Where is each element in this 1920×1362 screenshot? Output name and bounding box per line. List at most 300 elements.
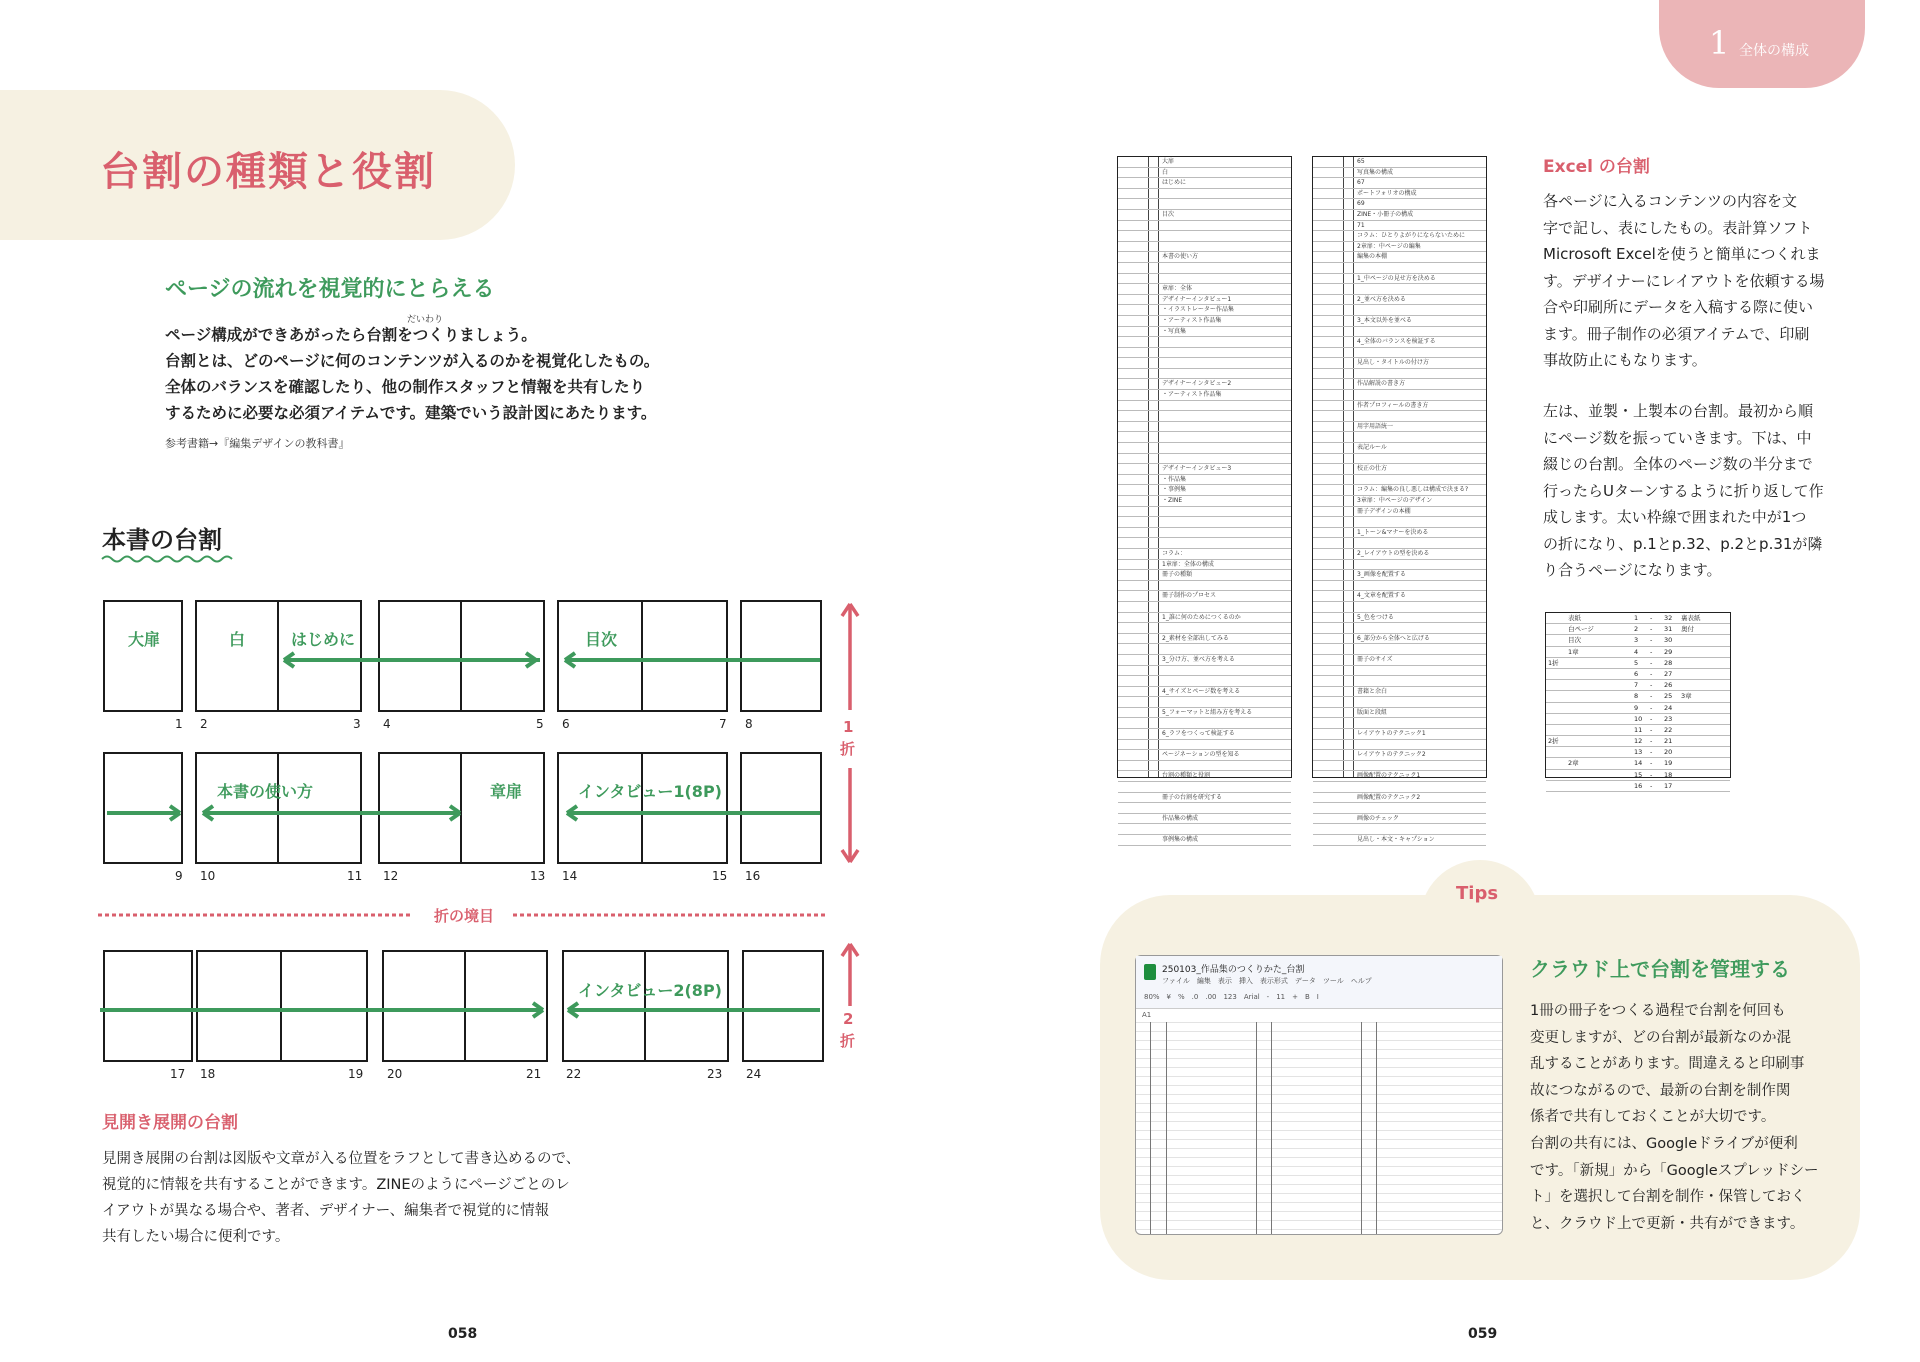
chapter-number: 1 [1709, 24, 1730, 62]
sheet-row [1313, 295, 1486, 306]
sheet-cell: ・作品集 [1162, 475, 1187, 483]
small-table-row [1546, 613, 1730, 624]
sheet-cell: 章扉：全体 [1162, 285, 1193, 293]
para-line: 綴じの台割。全体のページ数の半分まで [1543, 455, 1813, 473]
sheet-cell: 見出し・タイトルの付け方 [1357, 359, 1429, 367]
sheet-cell: 1_誰に何のためにつくるのか [1162, 613, 1241, 621]
sheet-cell: 編集の本棚 [1357, 253, 1388, 261]
sheet-cell: 4_全体のバランスを検証する [1357, 338, 1436, 346]
sheets-toolbar [1136, 956, 1502, 1009]
small-table-cell: 18 [1664, 770, 1673, 779]
para-line: ます。冊子制作の必須アイテムで、印刷 [1543, 324, 1810, 343]
sheet-cell: 3_画像を配置する [1357, 571, 1406, 579]
sheet-cell: 画像のチェック [1357, 814, 1399, 822]
page-number: 24 [746, 1067, 762, 1081]
small-table-row [1546, 703, 1730, 714]
small-table-cell: 24 [1664, 703, 1673, 712]
small-table-cell: 表紙 [1568, 614, 1581, 622]
small-table-cell: 31 [1664, 625, 1673, 634]
sheet-row [1118, 327, 1291, 338]
saddle-stitch-table [1545, 612, 1731, 790]
sheet-row [1118, 337, 1291, 348]
row1-arrows [280, 650, 825, 670]
sheet-row [1118, 189, 1291, 200]
sheet-row [1118, 496, 1291, 507]
sheet-row [1118, 814, 1291, 825]
sheet-row [1313, 231, 1486, 242]
spread-line: 視覚的に情報を共有することができます。ZINEのようにページごとのレ [102, 1177, 570, 1193]
sheet-row [1313, 655, 1486, 666]
sheet-cell: ・ZINE [1162, 497, 1183, 504]
page-number: 4 [383, 717, 391, 731]
excel-sheet-1 [1117, 156, 1292, 843]
sheet-row [1118, 782, 1291, 793]
sheet-row [1118, 549, 1291, 560]
small-table-cell: 8 [1634, 692, 1639, 701]
sheet-row [1313, 390, 1486, 401]
spread-heading: 見開き展開の台割 [102, 1113, 238, 1133]
sheet-row [1118, 793, 1291, 804]
para-line: 行ったらUターンするように折り返して作 [1543, 481, 1824, 500]
para-line: 字で記し、表にしたもの。表計算ソフト [1543, 218, 1813, 237]
sheet-row [1118, 242, 1291, 253]
small-table-cell: 14 [1634, 759, 1643, 768]
small-table-cell: 23 [1664, 714, 1673, 723]
sheet-row [1118, 623, 1291, 634]
sheet-cell: 冊子のサイズ [1357, 655, 1393, 663]
intro-line-4: するために必要な必須アイテムです。建築でいう設計図にあたります。 [165, 404, 657, 422]
small-table-row [1546, 669, 1730, 680]
sheet-row [1118, 316, 1291, 327]
label-chapter: 章扉 [490, 782, 523, 801]
sheet-row [1313, 348, 1486, 359]
page-number: 23 [707, 1067, 723, 1081]
page-1 [103, 600, 183, 712]
sheet-row [1118, 454, 1291, 465]
tips-line: 台割の共有には、Googleドライブが便利 [1530, 1135, 1798, 1152]
tips-line: 係者で共有しておくことが大切です。 [1530, 1109, 1776, 1126]
sheet-row [1313, 454, 1486, 465]
row3-arrows [98, 1000, 828, 1020]
sheet-row [1313, 708, 1486, 719]
small-table-cell: 26 [1664, 681, 1673, 690]
small-table-row [1546, 747, 1730, 758]
intro-line-1: ページ構成ができあがったら台割をつくりましょう。 [165, 326, 537, 344]
sheet-row [1313, 803, 1486, 814]
sheet-row [1313, 168, 1486, 179]
sheet-row [1118, 560, 1291, 571]
tips-paragraph [1530, 998, 1819, 1237]
small-table-row [1546, 770, 1730, 781]
tips-line: ト」を選択して台割を制作・保管しておく [1530, 1189, 1806, 1206]
small-table-row [1546, 624, 1730, 635]
excel-paragraph-1 [1543, 188, 1825, 374]
para-line: 合や印刷所にデータを入稿する際に使い [1543, 298, 1814, 316]
small-table-rows [1546, 613, 1730, 792]
subtitle: ページの流れを視覚的にとらえる [165, 277, 495, 302]
sheet-row [1118, 570, 1291, 581]
sheet-cell: 作者プロフィールの書き方 [1357, 401, 1429, 409]
sheet-cell: 用字用語統一 [1357, 422, 1394, 430]
tips-line: 故につながるので、最新の台割を制作関 [1530, 1082, 1791, 1099]
sheet-row [1313, 327, 1486, 338]
page-number: 21 [526, 1067, 542, 1081]
small-table-cell: 17 [1664, 781, 1673, 790]
small-table-cell: 6 [1634, 669, 1639, 678]
sheet-row [1313, 443, 1486, 454]
page-number: 22 [566, 1067, 582, 1081]
sheet-cell: ・イラストレーター作品集 [1162, 306, 1234, 314]
sheet-row [1118, 210, 1291, 221]
sheet-cell: 5_色をつける [1357, 613, 1394, 621]
sheets-icon [1144, 964, 1156, 980]
sheet-cell: デザイナーインタビュー1 [1162, 295, 1232, 303]
page-number: 15 [712, 869, 728, 883]
sheet-rows [1118, 157, 1291, 846]
sheet-cell: 4_サイズとページ数を考える [1162, 687, 1241, 695]
small-table-cell: - [1650, 614, 1653, 622]
sheet-row [1313, 560, 1486, 571]
sheet-rows [1313, 157, 1486, 846]
sheet-cell: 写真集の構成 [1357, 168, 1394, 176]
sheet-row [1313, 761, 1486, 772]
sheet-row [1118, 199, 1291, 210]
page-number: 6 [562, 717, 570, 731]
sheet-row [1118, 274, 1291, 285]
sheet-cell: コラム：編集の良し悪しは構成で決まる? [1357, 486, 1469, 494]
small-table-row [1546, 635, 1730, 646]
chapter-tab [1659, 0, 1865, 88]
sheet-row [1313, 507, 1486, 518]
sheet-row [1118, 252, 1291, 263]
sheet-row [1118, 358, 1291, 369]
tips-line: 変更しますが、どの台割が最新なのか混 [1530, 1029, 1791, 1046]
sheet-cell: 69 [1357, 200, 1365, 208]
fold-2-number: 2 [843, 1010, 854, 1028]
excel-paragraph-2 [1543, 398, 1824, 584]
sheet-row [1313, 549, 1486, 560]
small-table-cell: - [1650, 737, 1653, 746]
small-table-cell: 29 [1664, 647, 1673, 656]
sheet-row [1313, 316, 1486, 327]
sheet-row [1313, 496, 1486, 507]
page-number: 18 [200, 1067, 216, 1081]
sheet-cell: 5_フォーマットと組み方を考える [1162, 708, 1253, 716]
page-number: 9 [175, 869, 183, 883]
small-table-cell: 2章 [1568, 759, 1579, 768]
small-table-cell: 22 [1664, 725, 1673, 734]
sheet-row [1118, 729, 1291, 740]
page-number: 17 [170, 1067, 186, 1081]
sheet-row [1313, 178, 1486, 189]
page-number: 20 [387, 1067, 403, 1081]
small-table-cell: - [1650, 647, 1653, 656]
sheet-row [1313, 793, 1486, 804]
sheets-title: 250103_作品集のつくりかた_台割 [1162, 965, 1305, 975]
small-table-row [1546, 758, 1730, 769]
sheet-row [1118, 771, 1291, 782]
sheet-row [1313, 337, 1486, 348]
page-number: 10 [200, 869, 216, 883]
small-table-cell: 11 [1634, 725, 1643, 734]
sheet-row [1118, 591, 1291, 602]
small-table-cell: 3 [1634, 636, 1639, 645]
small-table-cell: 裏表紙 [1681, 614, 1701, 622]
sheet-row [1313, 252, 1486, 263]
sheet-row [1313, 570, 1486, 581]
sheet-cell: ポートフォリオの構成 [1357, 189, 1417, 197]
fold-1-char: 折 [840, 740, 856, 758]
sheet-cell: 冊子制作のプロセス [1162, 592, 1217, 600]
sheet-row [1118, 284, 1291, 295]
small-table-cell: 21 [1664, 737, 1673, 746]
sheet-row [1118, 708, 1291, 719]
reference-note: 参考書籍→『編集デザインの教科書』 [165, 437, 350, 450]
sheets-grid [1136, 1022, 1502, 1234]
sheet-row [1313, 379, 1486, 390]
sheet-row [1118, 761, 1291, 772]
page-number: 19 [348, 1067, 364, 1081]
sheet-row [1118, 676, 1291, 687]
label-howto: 本書の使い方 [217, 782, 314, 801]
sheet-row [1118, 644, 1291, 655]
sheet-cell: コラム：ひとりよがりにならないために [1357, 232, 1465, 240]
sheet-row [1313, 358, 1486, 369]
small-table-cell: 16 [1634, 781, 1643, 790]
small-table-cell: 10 [1634, 714, 1643, 723]
sheet-row [1313, 263, 1486, 274]
page-number-right: 059 [1468, 1326, 1498, 1342]
sheet-row [1118, 602, 1291, 613]
sheet-cell: 作品集の構成 [1162, 814, 1199, 822]
sheet-cell: 3_本文以外を並べる [1357, 316, 1412, 324]
sheets-menu: ファイル 編集 表示 挿入 表示形式 データ ツール ヘルプ [1162, 977, 1372, 985]
tips-line: 1冊の冊子をつくる過程で台割を何回も [1530, 1003, 1786, 1019]
sheet-cell: 6_部分から全体へと広げる [1357, 634, 1430, 642]
fold-label: 1折 [1548, 658, 1559, 667]
sheet-cell: 1_トーン&マナーを決める [1357, 528, 1429, 536]
sheet-row [1313, 189, 1486, 200]
sheet-cell: 3_分け方、並べ方を考える [1162, 655, 1235, 663]
sheet-row [1313, 814, 1486, 825]
small-table-cell: 7 [1634, 681, 1639, 690]
sheet-row [1313, 432, 1486, 443]
small-table-cell: 32 [1664, 614, 1673, 622]
sheet-cell: デザイナーインタビュー2 [1162, 380, 1232, 388]
sheet-row [1118, 740, 1291, 751]
grid-column-line [1361, 1022, 1362, 1234]
sheet-row [1118, 305, 1291, 316]
para-line: り合うページになります。 [1543, 561, 1722, 579]
sheet-row [1313, 401, 1486, 412]
small-table-row [1546, 725, 1730, 736]
small-table-cell: 12 [1634, 737, 1643, 746]
sheet-row [1118, 613, 1291, 624]
sheet-row [1313, 824, 1486, 835]
tips-line: 乱することがあります。間違えると印刷事 [1530, 1056, 1805, 1073]
sheet-cell: ・アーティスト作品集 [1162, 316, 1222, 324]
sheet-row [1313, 676, 1486, 687]
small-table-cell: 1章 [1568, 647, 1579, 656]
sheet-cell: 校正の仕方 [1357, 465, 1388, 473]
sheet-row [1313, 634, 1486, 645]
small-table-row [1546, 680, 1730, 691]
sheet-cell: 本書の使い方 [1162, 253, 1199, 261]
page-number: 14 [562, 869, 578, 883]
sheet-row [1118, 157, 1291, 168]
small-table-cell: 15 [1634, 770, 1643, 779]
sheet-row [1313, 591, 1486, 602]
page-number: 8 [745, 717, 753, 731]
sheet-row [1313, 369, 1486, 380]
sheet-row [1313, 666, 1486, 677]
small-table-row [1546, 736, 1730, 747]
sheet-row [1118, 803, 1291, 814]
sheet-row [1313, 581, 1486, 592]
spread-line: イアウトが異なる場合や、著者、デザイナー、編集者で視覚的に情報 [102, 1203, 550, 1219]
sheet-row [1313, 697, 1486, 708]
small-table-cell: 目次 [1568, 636, 1581, 645]
sheet-cell: デザイナーインタビュー3 [1162, 465, 1232, 473]
sheet-row [1313, 199, 1486, 210]
small-table-cell: 25 [1664, 692, 1673, 701]
sheet-row [1118, 168, 1291, 179]
intro-line-3: 全体のバランスを確認したり、他の制作スタッフと情報を共有したり [165, 378, 646, 396]
page-2 [195, 600, 279, 712]
page-number-left: 058 [448, 1326, 478, 1342]
sheet-row [1118, 263, 1291, 274]
wavy-underline [102, 554, 232, 564]
excel-heading: Excel の台割 [1543, 157, 1650, 177]
page-title: 台割の種類と役割 [100, 149, 436, 195]
sheet-row [1313, 750, 1486, 761]
sheet-row [1118, 390, 1291, 401]
sheet-cell: レイアウトのテクニック2 [1357, 751, 1426, 759]
small-table-cell: - [1650, 669, 1653, 678]
para-line: す。デザイナーにレイアウトを依頼する場 [1543, 271, 1825, 290]
page-number: 2 [200, 717, 208, 731]
sheet-row [1118, 401, 1291, 412]
sheet-row [1118, 348, 1291, 359]
label-interview2: インタビュー2(8P) [578, 981, 722, 1000]
small-table-row [1546, 658, 1730, 669]
small-table-cell: 3章 [1681, 692, 1692, 701]
sheet-row [1118, 369, 1291, 380]
sheet-row [1313, 644, 1486, 655]
small-table-cell: 13 [1634, 748, 1643, 757]
sheet-cell: 2_並べ方を決める [1357, 295, 1406, 303]
label-interview1: インタビュー1(8P) [578, 782, 722, 801]
small-table-row [1546, 714, 1730, 725]
sheet-row [1118, 718, 1291, 729]
sheet-cell: 冊子の台割を研究する [1162, 793, 1223, 801]
small-table-cell: - [1650, 658, 1653, 667]
page-number: 1 [175, 717, 183, 731]
sheet-cell: 4_文章を配置する [1357, 592, 1406, 600]
spread-line: 共有したい場合に便利です。 [102, 1229, 290, 1245]
sheet-cell: 1章扉：全体の構成 [1162, 560, 1214, 568]
sheet-row [1313, 422, 1486, 433]
sheet-row [1118, 231, 1291, 242]
small-table-cell: - [1650, 625, 1653, 634]
sheet-cell: ページネーションの型を知る [1162, 751, 1240, 759]
sheet-row [1313, 475, 1486, 486]
grid-column-line [1256, 1022, 1257, 1234]
tips-heading: クラウド上で台割を管理する [1530, 957, 1790, 981]
sheet-cell: 事例集の構成 [1162, 836, 1199, 843]
sheet-row [1118, 411, 1291, 422]
small-table-cell: - [1650, 692, 1653, 701]
sheet-cell: 67 [1357, 179, 1365, 187]
small-table-cell: 1 [1634, 614, 1639, 622]
para-line: 成します。太い枠線で囲まれた中が1つ [1543, 508, 1807, 526]
fold-1-number: 1 [843, 718, 854, 736]
fold-2-char: 折 [840, 1032, 856, 1050]
sheet-row [1118, 443, 1291, 454]
small-table-cell: 19 [1664, 759, 1673, 768]
small-table-cell: 2 [1634, 625, 1639, 634]
sheet-row [1118, 538, 1291, 549]
sheet-row [1118, 422, 1291, 433]
sheet-row [1313, 835, 1486, 846]
sheet-row [1118, 666, 1291, 677]
sheet-cell: ・事例集 [1162, 486, 1187, 494]
sheet-row [1313, 623, 1486, 634]
small-table-cell: - [1650, 714, 1653, 723]
tips-line: です。「新規」から「Googleスプレッドシー [1530, 1162, 1819, 1179]
grid-column-line [1166, 1022, 1167, 1234]
sheet-cell: 2_素材を全部出してみる [1162, 634, 1229, 642]
sheet-row [1313, 411, 1486, 422]
sheet-row [1313, 517, 1486, 528]
sheet-row [1313, 740, 1486, 751]
small-table-cell: - [1650, 748, 1653, 757]
small-table-row [1546, 647, 1730, 658]
small-table-cell: 30 [1664, 636, 1673, 645]
small-table-cell: 5 [1634, 658, 1639, 667]
tips-line: と、クラウド上で更新・共有ができます。 [1530, 1215, 1805, 1232]
label-cover: 大扉 [128, 630, 161, 649]
google-sheets-screenshot [1135, 955, 1503, 1235]
sheet-cell: 見出し・本文・キャプション [1357, 836, 1435, 843]
small-table-cell: 9 [1634, 703, 1639, 712]
para-line: 左は、並製・上製本の台割。最初から順 [1543, 402, 1814, 420]
sheet-cell: 書籍と余白 [1357, 687, 1388, 695]
label-intro: はじめに [291, 630, 356, 649]
sheet-cell: 1_中ページの見せ方を決める [1357, 274, 1436, 282]
sheet-cell: 冊子デザインの本棚 [1357, 507, 1411, 515]
sheet-cell: レイアウトのテクニック1 [1357, 730, 1426, 738]
sheet-cell: 冊子の種類 [1162, 571, 1193, 579]
page-number: 12 [383, 869, 399, 883]
page-number: 5 [536, 717, 544, 731]
intro-line-2: 台割とは、どのページに何のコンテンツが入るのかを視覚化したもの。 [165, 352, 660, 370]
sheet-row [1313, 538, 1486, 549]
page-number: 13 [530, 869, 546, 883]
sheet-row [1118, 835, 1291, 846]
label-toc: 目次 [585, 630, 618, 649]
sheet-cell: 6_ラフをつくって検証する [1162, 730, 1235, 738]
sheet-cell: 版面と段組 [1357, 708, 1388, 716]
sheets-tools: 80% ¥ % .0 .00 123 Arial - 11 + B I [1144, 993, 1319, 1001]
sheet-row [1313, 221, 1486, 232]
fold-label: 2折 [1548, 737, 1559, 746]
page-number: 11 [347, 869, 363, 883]
small-table-cell: 20 [1664, 748, 1673, 757]
sheet-cell: 目次 [1162, 210, 1175, 218]
sheet-row [1313, 729, 1486, 740]
sheet-cell: 大扉 [1162, 158, 1175, 165]
